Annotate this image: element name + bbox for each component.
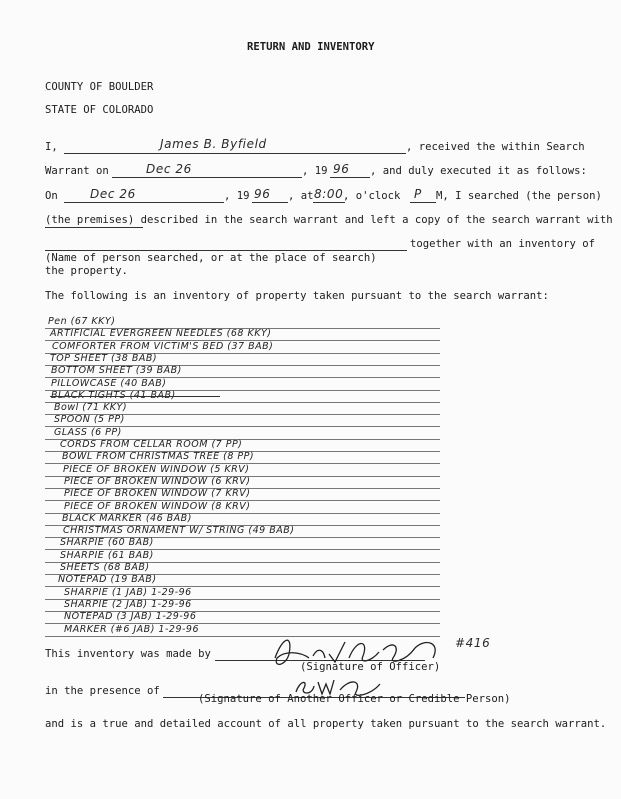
- inventory-item: SHARPIE (60 BAB): [60, 537, 154, 549]
- inventory-item: PIECE OF BROKEN WINDOW (6 KRV): [64, 475, 251, 487]
- ampm-line: [410, 202, 436, 203]
- inventory-item: BLACK MARKER (46 BAB): [62, 512, 192, 524]
- line1-suffix: , received the within Search: [406, 141, 585, 153]
- premises-underline: [45, 227, 143, 228]
- line2-suffix: , and duly executed it as follows:: [370, 165, 587, 177]
- presence-label: in the presence of: [45, 685, 160, 697]
- executed-date-line: [64, 202, 224, 203]
- inventory-item: NOTEPAD (19 BAB): [58, 574, 157, 586]
- closing-statement: and is a true and detailed account of all property taken pursuant to the search warrant.: [45, 718, 607, 730]
- handwritten-ampm: P: [414, 187, 422, 201]
- inventory-item: PIECE OF BROKEN WINDOW (5 KRV): [63, 463, 250, 475]
- line3-clock: , o'clock: [343, 190, 401, 202]
- line2-prefix: Warrant on: [45, 165, 109, 177]
- warrant-year-line: [330, 177, 370, 178]
- inventory-item: BLACK TIGHTS (41 BAB): [51, 389, 176, 401]
- person-searched-line: [45, 250, 407, 251]
- executed-year-line: [252, 202, 288, 203]
- officer-signature-caption: (Signature of Officer): [300, 661, 441, 673]
- line3-year-prefix: , 19: [224, 190, 250, 202]
- handwritten-warrant-date: Dec 26: [146, 162, 192, 176]
- handwritten-warrant-year: 96: [333, 162, 350, 176]
- inventory-item: SHARPIE (2 JAB) 1-29-96: [64, 598, 192, 610]
- inventory-item: PILLOWCASE (40 BAB): [51, 377, 167, 389]
- line1-prefix: I,: [45, 141, 58, 153]
- inventory-intro: The following is an inventory of property taken pursuant to the search warrant:: [45, 290, 549, 302]
- line5-text: together with an inventory of: [410, 238, 595, 250]
- county-label: COUNTY OF BOULDER: [45, 81, 154, 93]
- inventory-item: SHEETS (68 BAB): [60, 562, 150, 573]
- inventory-item: GLASS (6 PP): [54, 426, 122, 438]
- inventory-item: MARKER (#6 JAB) 1-29-96: [64, 623, 199, 635]
- inventory-item: CHRISTMAS ORNAMENT W/ STRING (49 BAB): [63, 525, 295, 537]
- inventory-item: NOTEPAD (3 JAB) 1-29-96: [64, 611, 197, 623]
- inventory-item: CORDS FROM CELLAR ROOM (7 PP): [60, 439, 243, 450]
- line2-year-prefix: , 19: [302, 165, 328, 177]
- time-line: [313, 202, 345, 203]
- handwritten-time: 8:00: [314, 187, 344, 201]
- officer-badge-number: #416: [455, 636, 491, 650]
- caption-person-searched: (Name of person searched, or at the place of search): [45, 252, 377, 264]
- line4-text: (the premises) described in the search warrant and left a copy of the search warrant with: [45, 214, 613, 226]
- handwritten-executed-date: Dec 26: [90, 187, 136, 201]
- inventory-item: SPOON (5 PP): [54, 414, 125, 426]
- inventory-item: PIECE OF BROKEN WINDOW (7 KRV): [64, 488, 251, 500]
- state-label: STATE OF COLORADO: [45, 104, 154, 116]
- inventory-item: TOP SHEET (38 BAB): [50, 352, 158, 364]
- inventory-item: Bowl (71 KKY): [54, 402, 128, 414]
- inventory-item: COMFORTER FROM VICTIM'S BED (37 BAB): [52, 340, 274, 352]
- inventory-item: BOTTOM SHEET (39 BAB): [51, 365, 182, 377]
- line3-at: , at: [288, 190, 314, 202]
- line3-prefix: On: [45, 190, 58, 202]
- handwritten-executed-year: 96: [254, 187, 271, 201]
- handwritten-name: James B. Byfield: [160, 137, 267, 151]
- inventory-item: SHARPIE (1 JAB) 1-29-96: [64, 586, 192, 598]
- line3-suffix: M, I searched (the person): [436, 190, 602, 202]
- caption-property: the property.: [45, 265, 128, 277]
- inventory-item: Pen (67 KKY): [48, 316, 116, 327]
- name-line: [64, 153, 406, 154]
- inventory-item: BOWL FROM CHRISTMAS TREE (8 PP): [62, 451, 255, 463]
- document-title: RETURN AND INVENTORY: [247, 41, 375, 53]
- warrant-date-line: [112, 177, 302, 178]
- inventory-item: PIECE OF BROKEN WINDOW (8 KRV): [64, 500, 251, 512]
- made-by-label: This inventory was made by: [45, 648, 211, 660]
- inventory-item: SHARPIE (61 BAB): [60, 549, 154, 561]
- witness-signature-caption: (Signature of Another Officer or Credible Person): [198, 693, 511, 705]
- crossed-out-mark: [50, 396, 220, 397]
- inventory-item: ARTIFICIAL EVERGREEN NEEDLES (68 KKY): [50, 328, 272, 340]
